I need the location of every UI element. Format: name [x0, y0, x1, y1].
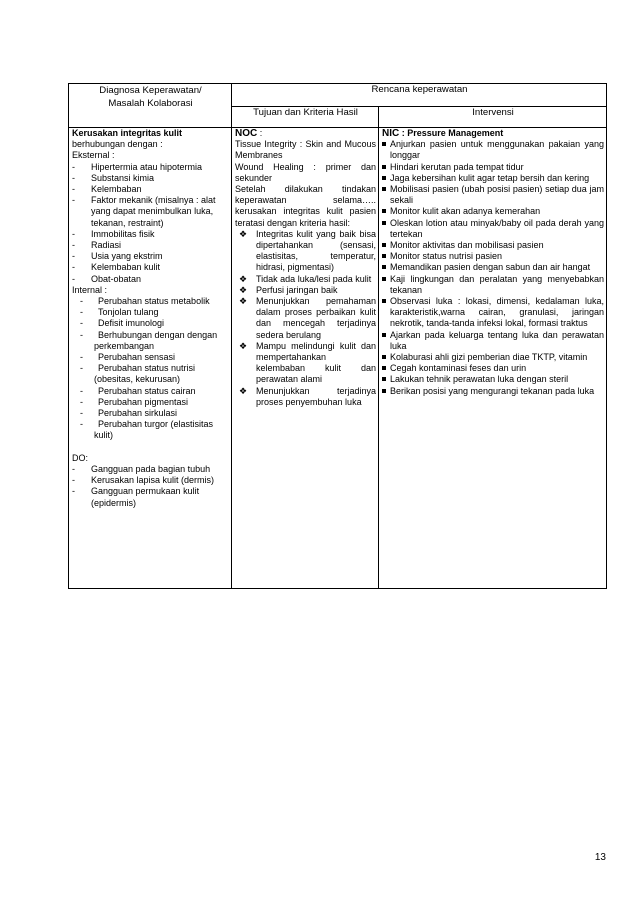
list-item: - Perubahan turgor (elastisitas kulit): [72, 419, 229, 441]
square-bullet-icon: [382, 254, 386, 258]
list-item: ❖ Menunjukkan terjadinya proses penyembuhan luka: [239, 385, 376, 407]
diagnosis-title: Kerusakan integritas kulit: [72, 128, 183, 138]
list-item: - Obat-obatan: [72, 274, 229, 285]
list-item: Oleskan lotion atau minyak/baby oil pada derah yang tertekan: [382, 218, 604, 240]
list-item: Kaji lingkungan dan peralatan yang menyebabkan tekanan: [382, 274, 604, 296]
list-item: - Tonjolan tulang: [72, 307, 229, 318]
diamond-bullet-icon: ❖: [239, 273, 248, 284]
intervention-header: Intervensi: [379, 107, 607, 128]
list-item: - Substansi kimia: [72, 173, 229, 184]
external-label: Eksternal :: [72, 150, 115, 161]
care-plan-table: [68, 83, 607, 589]
noc-cell: [232, 128, 379, 589]
list-item: - Perubahan status nutrisi (obesitas, kekurusan): [72, 363, 229, 385]
square-bullet-icon: [382, 165, 386, 169]
related-text: berhubungan dengan :: [72, 139, 163, 150]
content-row: [69, 128, 607, 589]
noc-heading: [235, 128, 376, 139]
nic-label: NIC: [382, 128, 400, 139]
list-item: - Defisit imunologi: [72, 318, 229, 329]
list-item: - Immobilitas fisik: [72, 229, 229, 240]
list-item: - Perubahan pigmentasi: [72, 397, 229, 408]
square-bullet-icon: [382, 277, 386, 281]
square-bullet-icon: [382, 299, 386, 303]
list-item: - Berhubungan dengan dengan perkembangan: [72, 330, 229, 352]
nic-list: [382, 139, 604, 397]
list-item: - Kelembaban kulit: [72, 262, 229, 273]
list-item: Anjurkan pasien untuk menggunakan pakaian yang longgar: [382, 139, 604, 161]
list-item: ❖ Mampu melindungi kulit dan mempertahankan kelembaban kulit dan perawatan alami: [239, 340, 376, 385]
list-item: - Faktor mekanik (misalnya : alat yang dapat menimbulkan luka, tekanan, restraint): [72, 195, 229, 229]
diagnosis-header: [69, 84, 232, 128]
list-item: Memandikan pasien dengan sabun dan air hangat: [382, 262, 604, 273]
square-bullet-icon: [382, 176, 386, 180]
nic-cell: [379, 128, 607, 589]
do-list: [72, 464, 229, 509]
list-item: - Radiasi: [72, 240, 229, 251]
list-item: - Hipertermia atau hipotermia: [72, 162, 229, 173]
do-label: DO:: [72, 452, 89, 463]
noc-outcome: Wound Healing : primer dan sekunder: [235, 161, 376, 183]
diamond-bullet-icon: ❖: [239, 296, 248, 307]
list-item: ❖ Tidak ada luka/lesi pada kulit: [239, 273, 372, 284]
noc-criteria-list: [235, 229, 376, 408]
list-item: ❖ Menunjukkan pemahaman dalam proses perbaikan kulit dan mencegah terjadinya sedera berulang: [239, 296, 376, 340]
diagnosis-header-line1: Diagnosa Keperawatan/: [99, 85, 202, 96]
diagnosis-cell: [69, 128, 232, 589]
diamond-bullet-icon: ❖: [239, 228, 248, 239]
list-item: Monitor status nutrisi pasien: [382, 251, 604, 262]
header-row: [69, 84, 607, 107]
list-item: Monitor aktivitas dan mobilisasi pasien: [382, 240, 604, 251]
list-item: - Gangguan permukaan kulit (epidermis): [72, 486, 229, 508]
nic-heading: [382, 128, 604, 139]
internal-label: Internal :: [72, 284, 108, 295]
square-bullet-icon: [382, 389, 386, 393]
list-item: Kolaburasi ahli gizi pemberian diae TKTP, vitamin: [382, 352, 604, 363]
list-item: Mobilisasi pasien (ubah posisi pasien) setiap dua jam sekali: [382, 184, 604, 206]
square-bullet-icon: [382, 209, 386, 213]
diamond-bullet-icon: ❖: [239, 284, 248, 295]
list-item: Hindari kerutan pada tempat tidur: [382, 162, 604, 173]
list-item: - Perubahan sirkulasi: [72, 408, 229, 419]
list-item: Berikan posisi yang mengurangi tekanan pada luka: [382, 386, 604, 397]
list-item: - Usia yang ekstrim: [72, 251, 229, 262]
nic-title: : Pressure Management: [399, 128, 504, 138]
diamond-bullet-icon: ❖: [239, 340, 248, 351]
square-bullet-icon: [382, 243, 386, 247]
square-bullet-icon: [382, 187, 386, 191]
list-item: - Kerusakan lapisa kulit (dermis): [72, 475, 229, 486]
internal-list: [72, 296, 229, 442]
square-bullet-icon: [382, 377, 386, 381]
diamond-bullet-icon: ❖: [239, 385, 248, 396]
list-item: ❖ Integritas kulit yang baik bisa dipertahankan (sensasi, elastisitas, temperatur, hidrasi, pigmentasi): [239, 228, 376, 273]
square-bullet-icon: [382, 142, 386, 146]
list-item: Ajarkan pada keluarga tentang luka dan perawatan luka: [382, 330, 604, 352]
list-item: Observasi luka : lokasi, dimensi, kedalaman luka, karakteristik,warna cairan, granulasi, jaringan nekrotik, tanda-tanda infeksi lokal, formasi traktus: [382, 296, 604, 330]
page-number: 13: [594, 852, 606, 863]
list-item: - Kelembaban: [72, 184, 229, 195]
diagnosis-header-line2: Masalah Kolaborasi: [108, 98, 193, 109]
square-bullet-icon: [382, 366, 386, 370]
list-item: - Gangguan pada bagian tubuh: [72, 464, 229, 475]
list-item: Cegah kontaminasi feses dan urin: [382, 363, 604, 374]
square-bullet-icon: [382, 333, 386, 337]
list-item: - Perubahan status metabolik: [72, 296, 229, 307]
noc-statement: Setelah dilakukan tindakan keperawatan selama….. kerusakan integritas kulit pasien teratasi dengan kriteria hasil:: [235, 184, 376, 228]
list-item: ❖ Perfusi jaringan baik: [239, 284, 338, 295]
list-item: - Perubahan status cairan: [72, 386, 229, 397]
plan-header: Rencana keperawatan: [232, 84, 607, 107]
square-bullet-icon: [382, 221, 386, 225]
list-item: Monitor kulit akan adanya kemerahan: [382, 206, 604, 217]
list-item: Jaga kebersihan kulit agar tetap bersih dan kering: [382, 173, 604, 184]
list-item: Lakukan tehnik perawatan luka dengan steril: [382, 374, 604, 385]
external-list: [72, 162, 229, 285]
noc-label: NOC: [235, 128, 258, 139]
noc-outcome: Tissue Integrity : Skin and Mucous Membranes: [235, 139, 376, 161]
noc-colon: :: [257, 128, 263, 138]
square-bullet-icon: [382, 265, 386, 269]
goals-header: Tujuan dan Kriteria Hasil: [232, 107, 379, 128]
list-item: - Perubahan sensasi: [72, 352, 229, 363]
square-bullet-icon: [382, 355, 386, 359]
